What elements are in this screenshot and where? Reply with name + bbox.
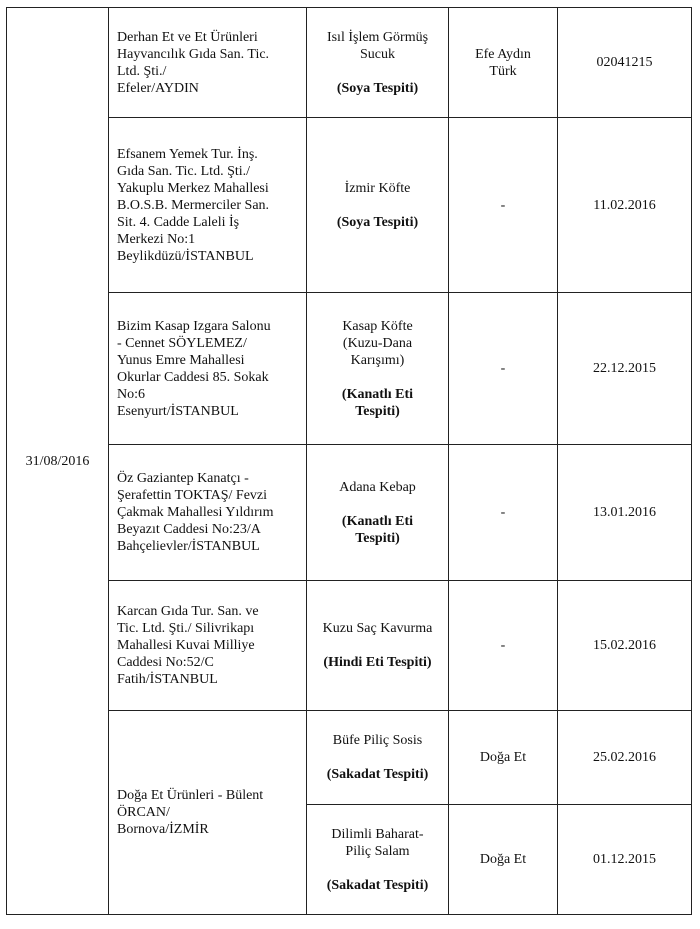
finding-label: (Soya Tespiti) <box>336 80 419 96</box>
finding-label: (Hindi Eti Tespiti) <box>323 655 432 670</box>
finding-label: (Sakadat Tespiti) <box>326 767 429 782</box>
table-row <box>7 293 692 445</box>
company-cell: Efsanem Yemek Tur. İnş. Gıda San. Tic. Ltd. Şti./ Yakuplu Merkez Mahallesi B.O.S.B. Mermerciler San. Sit. 4. Cadde Laleli İş Merkezi No:1 Beylikdüzü/İSTANBUL <box>109 118 307 293</box>
product-cell: İzmir Köfte (Soya Tespiti) <box>307 118 449 293</box>
code-cell: 01.12.2015 <box>558 805 692 915</box>
finding-label: (Soya Tespiti) <box>336 214 419 230</box>
brand-cell: - <box>449 118 558 293</box>
code-cell: 11.02.2016 <box>558 118 692 293</box>
brand-cell: Efe Aydın Türk <box>449 8 558 118</box>
finding-label: (Kanatlı Eti <box>341 386 414 402</box>
table-row <box>7 711 692 805</box>
brand-cell: Doğa Et <box>449 711 558 805</box>
finding-label: Tespiti) <box>355 530 400 546</box>
product-cell: Kasap Köfte (Kuzu-Dana Karışımı) (Kanatlı Eti Tespiti) <box>307 293 449 445</box>
company-cell: Bizim Kasap Izgara Salonu - Cennet SÖYLEMEZ/ Yunus Emre Mahallesi Okurlar Caddesi 85. Sokak No:6 Esenyurt/İSTANBUL <box>109 293 307 445</box>
brand-cell: - <box>449 581 558 711</box>
brand-cell: Doğa Et <box>449 805 558 915</box>
code-cell: 02041215 <box>558 8 692 118</box>
code-cell: 25.02.2016 <box>558 711 692 805</box>
code-cell: 15.02.2016 <box>558 581 692 711</box>
finding-label: (Kanatlı Eti <box>341 513 414 529</box>
table-row <box>7 118 692 293</box>
finding-label: (Sakadat Tespiti) <box>326 877 429 893</box>
product-cell: Büfe Piliç Sosis (Sakadat Tespiti) <box>307 711 449 805</box>
finding-label: Tespiti) <box>355 403 400 419</box>
product-cell: Isıl İşlem Görmüş Sucuk (Soya Tespiti) <box>307 8 449 118</box>
code-cell: 22.12.2015 <box>558 293 692 445</box>
product-cell: Adana Kebap (Kanatlı Eti Tespiti) <box>307 445 449 581</box>
table-row <box>7 445 692 581</box>
company-cell: Öz Gaziantep Kanatçı - Şerafettin TOKTAŞ/ Fevzi Çakmak Mahallesi Yıldırım Beyazıt Caddesi No:23/A Bahçelievler/İSTANBUL <box>109 445 307 581</box>
company-cell: Karcan Gıda Tur. San. ve Tic. Ltd. Şti./ Silivrikapı Mahallesi Kuvai Milliye Caddesi No:52/C Fatih/İSTANBUL <box>109 581 307 711</box>
product-cell: Dilimli Baharat- Piliç Salam (Sakadat Tespiti) <box>307 805 449 915</box>
inspection-table <box>6 7 692 915</box>
table-row <box>7 581 692 711</box>
company-cell: Derhan Et ve Et Ürünleri Hayvancılık Gıda San. Tic. Ltd. Şti./ Efeler/AYDIN <box>109 8 307 118</box>
date-cell: 31/08/2016 <box>7 8 109 915</box>
company-cell: Doğa Et Ürünleri - Bülent ÖRCAN/ Bornova/İZMİR <box>109 711 307 915</box>
code-cell: 13.01.2016 <box>558 445 692 581</box>
product-cell: Kuzu Saç Kavurma (Hindi Eti Tespiti) <box>307 581 449 711</box>
table-row <box>7 8 692 118</box>
brand-cell: - <box>449 293 558 445</box>
brand-cell: - <box>449 445 558 581</box>
